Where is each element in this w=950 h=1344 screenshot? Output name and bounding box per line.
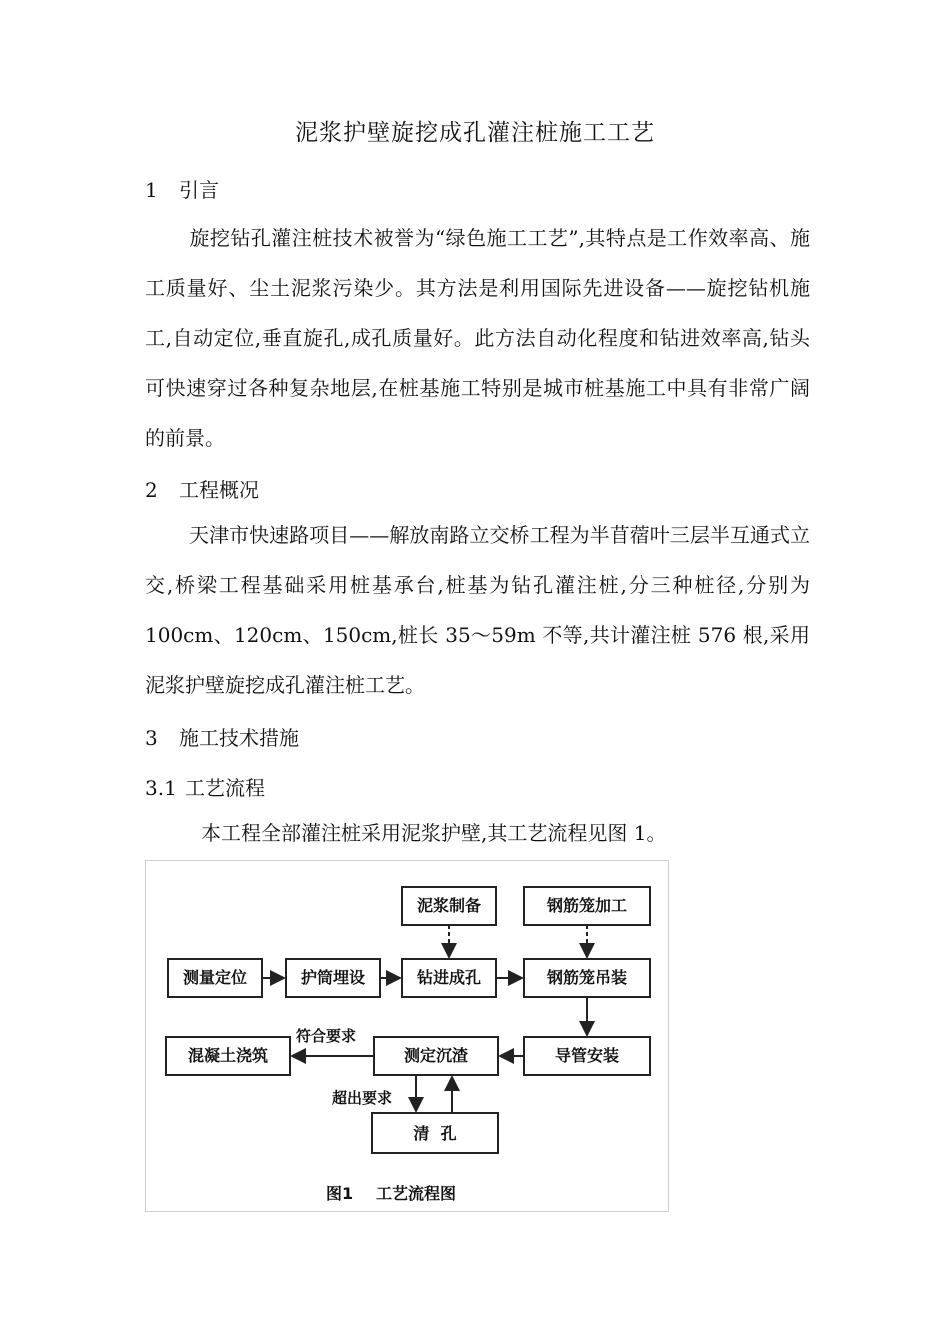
box-concrete-pouring-label: 混凝土浇筑: [187, 1046, 269, 1065]
section-2-paragraph: [145, 510, 810, 710]
section-3-1-paragraph: [145, 808, 810, 858]
process-flowchart-figure: [145, 860, 669, 1212]
section-title: 施工技术措施: [179, 726, 299, 750]
exceeds-requirement-label: 超出要求: [332, 1089, 393, 1107]
paragraph-text: 天津市快速路项目——解放南路立交桥工程为半苜蓿叶三层半互通式立交,桥梁工程基础采用桩基承台,桩基为钻孔灌注桩,分三种桩径,分别为 100cm、120cm、150cm,桩长 35～59m 不等,共计灌注桩 576 根,采用泥浆护壁旋挖成孔灌注桩工艺。: [145, 523, 810, 697]
box-survey-positioning-label: 测量定位: [182, 968, 248, 987]
section-3-1-heading: [145, 772, 265, 801]
box-pipe-install-label: 导管安装: [554, 1046, 620, 1065]
box-slurry-prep-label: 泥浆制备: [416, 896, 482, 915]
section-title: 引言: [179, 178, 219, 202]
box-hole-cleaning-label: 清 孔: [413, 1124, 457, 1143]
section-2-heading: [145, 474, 259, 503]
section-number: 3: [145, 726, 158, 750]
paragraph-text: 旋挖钻孔灌注桩技术被誉为“绿色施工工艺”,其特点是工作效率高、施工质量好、尘土泥浆污染少。其方法是利用国际先进设备——旋挖钻机施工,自动定位,垂直旋孔,成孔质量好。此方法自动化程度和钻进效率高,钻头可快速穿过各种复杂地层,在桩基施工特别是城市桩基施工中具有非常广阔的前景。: [145, 226, 810, 450]
section-title: 工艺流程: [185, 776, 265, 800]
meets-requirement-label: 符合要求: [296, 1027, 357, 1045]
figure-caption-text: 工艺流程图: [376, 1184, 457, 1203]
section-number: 2: [145, 478, 158, 502]
section-number: 1: [145, 178, 158, 202]
section-1-paragraph: [145, 213, 810, 463]
paragraph-text: 本工程全部灌注桩采用泥浆护壁,其工艺流程见图 1。: [201, 821, 667, 845]
section-3-heading: [145, 722, 299, 751]
box-drilling-label: 钻进成孔: [416, 968, 482, 987]
section-1-heading: [145, 174, 219, 203]
box-sediment-measure-label: 测定沉渣: [403, 1046, 469, 1065]
flowchart-diagram: [146, 861, 668, 1211]
box-casing-install-label: 护筒埋设: [300, 968, 366, 987]
figure-caption-number: 图1: [326, 1184, 354, 1203]
box-cage-fabrication-label: 钢筋笼加工: [546, 896, 628, 915]
section-title: 工程概况: [179, 478, 259, 502]
section-number: 3.1: [145, 776, 177, 800]
box-cage-hoisting-label: 钢筋笼吊装: [546, 968, 628, 987]
page-title: 泥浆护壁旋挖成孔灌注桩施工工艺: [295, 120, 655, 146]
